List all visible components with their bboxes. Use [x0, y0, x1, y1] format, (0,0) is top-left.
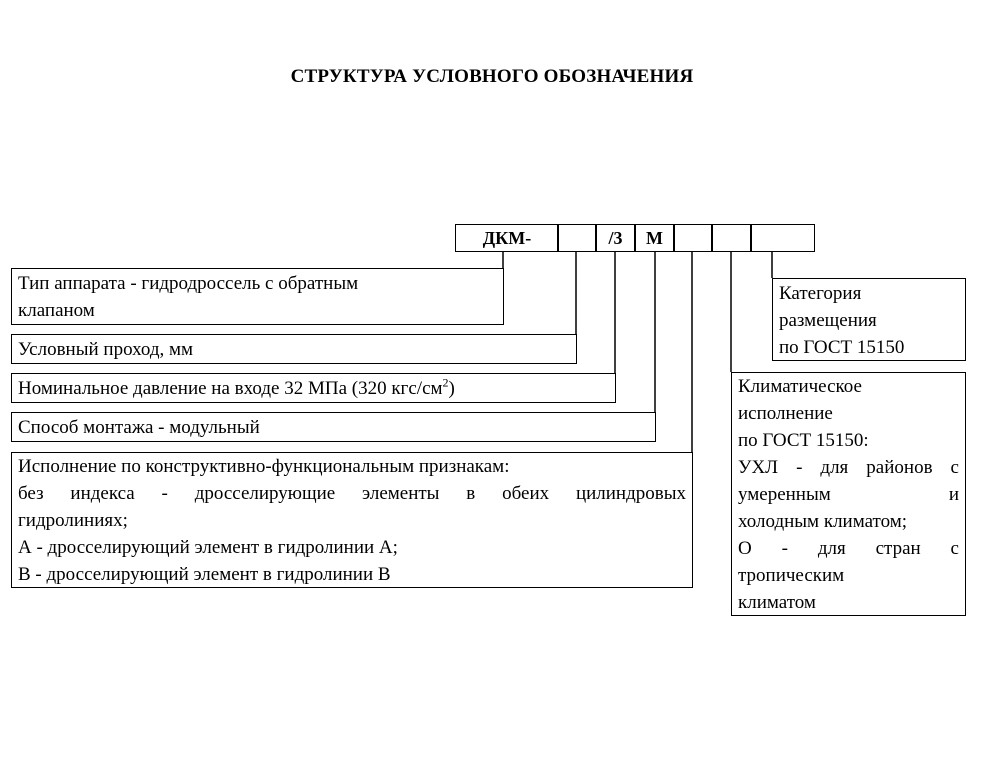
placement-category-line: Категория	[779, 283, 862, 304]
climate-line: УХЛ - для районов с	[738, 457, 959, 478]
climate-line: по ГОСТ 15150:	[738, 430, 869, 451]
execution-line: гидролиниях;	[18, 510, 128, 531]
apparatus-type-line: Тип аппарата - гидродроссель с обратным	[18, 273, 359, 294]
execution-line: без индекса - дросселирующие элементы в обеих цилиндровых	[18, 483, 686, 504]
page-title: СТРУКТУРА УСЛОВНОГО ОБОЗНАЧЕНИЯ	[290, 66, 694, 87]
mounting-method-text: Способ монтажа - модульный	[18, 417, 260, 438]
nominal-bore-box	[11, 334, 577, 364]
placement-category-line: размещения	[779, 310, 877, 331]
placement-category-box	[772, 278, 966, 361]
climate-line: холодным климатом;	[738, 511, 908, 532]
mounting-method-box	[11, 412, 656, 442]
apparatus-type-line: клапаном	[18, 300, 95, 321]
climate-line: исполнение	[738, 403, 833, 424]
nominal-pressure-main: Номинальное давление на входе 32 МПа (320 кгс/см	[18, 378, 443, 399]
execution-box	[11, 452, 693, 588]
code-prefix-cell: ДКМ-	[455, 224, 559, 252]
climate-line: О - для стран с	[738, 538, 959, 559]
execution-line: В - дросселирующий элемент в гидролинии В	[18, 564, 391, 585]
climate-line: Климатическое	[738, 376, 862, 397]
climate-line: тропическим	[738, 565, 845, 586]
nominal-pressure-close: )	[448, 378, 455, 399]
nominal-pressure-text	[18, 374, 609, 403]
climate-line: умеренным и	[738, 484, 959, 505]
nominal-pressure-box	[11, 373, 616, 403]
code-mount-cell: М	[634, 224, 675, 252]
nominal-bore-text: Условный проход, мм	[18, 339, 194, 360]
code-pressure-cell: /3	[595, 224, 636, 252]
nominal-pressure-superscript: 2	[442, 375, 449, 390]
apparatus-type-box	[11, 268, 504, 325]
climate-execution-box	[731, 372, 966, 616]
execution-line: Исполнение по конструктивно-функциональным признакам:	[18, 456, 510, 477]
placement-category-line: по ГОСТ 15150	[779, 337, 905, 358]
climate-line: климатом	[738, 592, 816, 613]
execution-line: А - дросселирующий элемент в гидролинии А;	[18, 537, 398, 558]
